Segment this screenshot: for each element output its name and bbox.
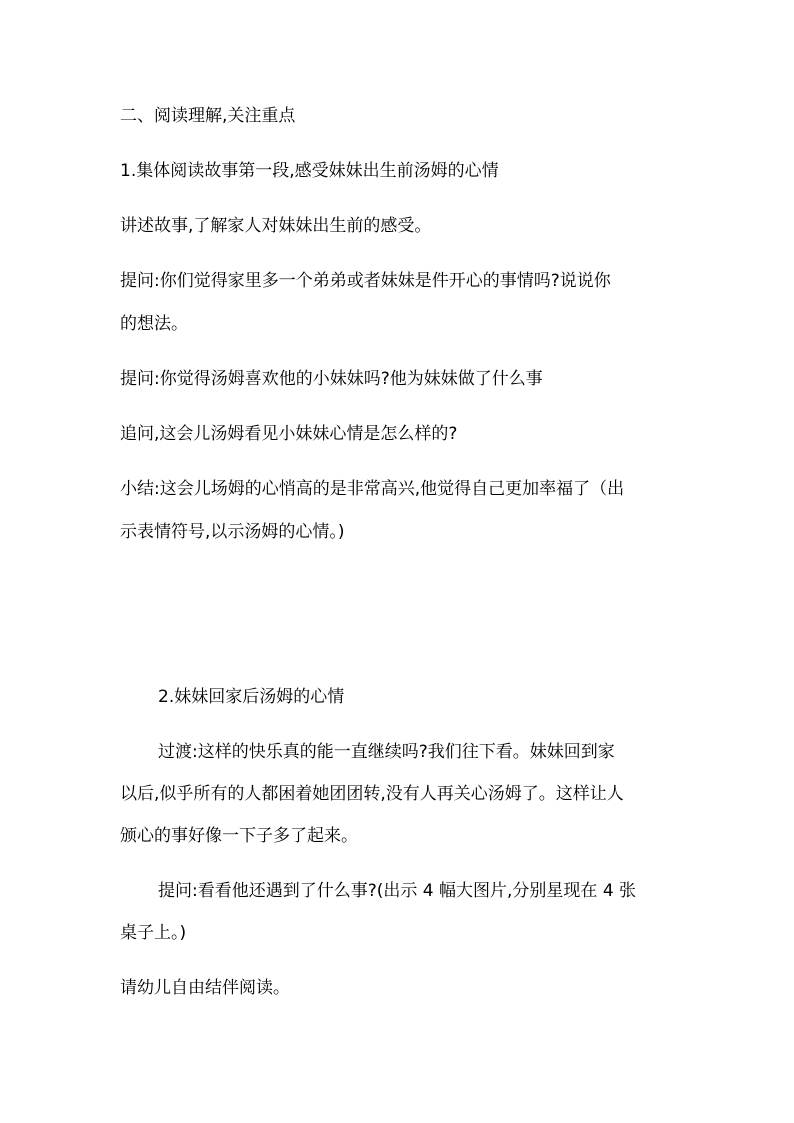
item1-heading: 1.集体阅读故事第一段,感受妹妹出生前汤姆的心情 <box>120 161 499 181</box>
item2-transition-line3: 颁心的事好像一下子多了起来。 <box>120 826 358 846</box>
item1-followup: 追问,这会儿汤姆看见小妹妹心情是怎么样的? <box>120 424 458 444</box>
item1-narrate: 讲述故事,了解家人对妹妹出生前的感受。 <box>120 216 432 236</box>
item1-question1-line1: 提问:你们觉得家里多一个弟弟或者妹妹是件开心的事情吗?说说你 <box>120 271 611 291</box>
item1-summary-line2: 示表情符号,以示汤姆的心情。) <box>120 522 345 542</box>
item2-question-line1: 提问:看看他还遇到了什么事?(出示 4 幅大图片,分别星现在 4 张 <box>158 881 637 901</box>
item1-summary-line1: 小结:这会儿场姆的心悄高的是非常高兴,他觉得自己更加率福了（出 <box>120 479 625 499</box>
item2-instruction: 请幼儿自由结伴阅读。 <box>120 978 290 998</box>
item2-transition-line2: 以后,似乎所有的人都困着她团团转,没有人再关心汤姆了。这样让人 <box>120 784 624 804</box>
section-heading: 二、阅读理解,关注重点 <box>120 106 296 126</box>
item1-question2: 提问:你觉得汤姆喜欢他的小妹妹吗?他为妹妹做了什么事 <box>120 369 543 389</box>
item2-transition-line1: 过渡:这样的快乐真的能一直继续吗?我们往下看。妹妹回到家 <box>158 742 615 762</box>
item1-question1-line2: 的想法。 <box>120 314 188 334</box>
item2-heading: 2.妹妹回家后汤姆的心情 <box>158 687 345 707</box>
item2-question-line2: 桌子上。) <box>120 923 187 943</box>
